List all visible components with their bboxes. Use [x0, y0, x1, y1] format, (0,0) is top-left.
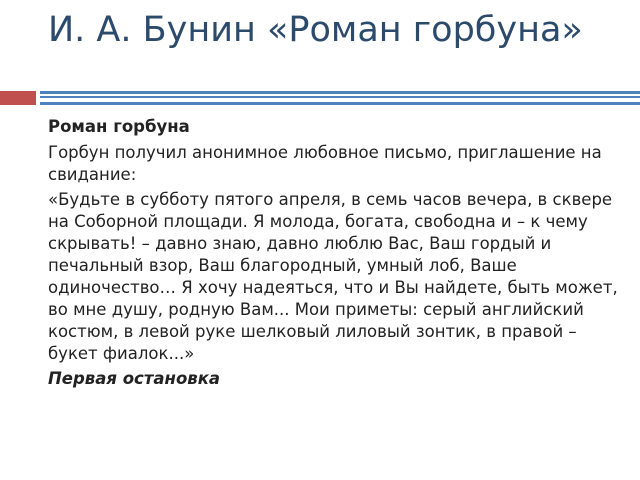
- divider-line-bottom: [40, 102, 640, 105]
- divider-line-top: [40, 91, 640, 94]
- section-heading: Роман горбуна: [48, 117, 190, 136]
- slide-body: [48, 116, 618, 390]
- title-divider: [0, 91, 640, 105]
- accent-block: [0, 91, 36, 105]
- slide-title: И. А. Бунин «Роман горбуна»: [48, 10, 583, 50]
- divider-line-middle: [40, 96, 640, 98]
- body-paragraph-intro: Горбун получил анонимное любовное письмо, приглашение на свидание:: [48, 143, 602, 184]
- body-paragraph-letter: «Будьте в субботу пятого апреля, в семь часов вечера, в сквере на Соборной площади. Я молода, богата, свободна и – к чему скрывать! – давно знаю, давно люблю Вас, Ваш гордый и печальный взор, Ваш благородный, умный лоб, Ваше одиночество… Я хочу надеяться, что и Вы найдете, быть может, во мне душу, родную Вам... Мои приметы: серый английский костюм, в левой руке шелковый лиловый зонтик, в правой – букет фиалок...»: [48, 190, 618, 363]
- section-subheading: Первая остановка: [48, 369, 221, 388]
